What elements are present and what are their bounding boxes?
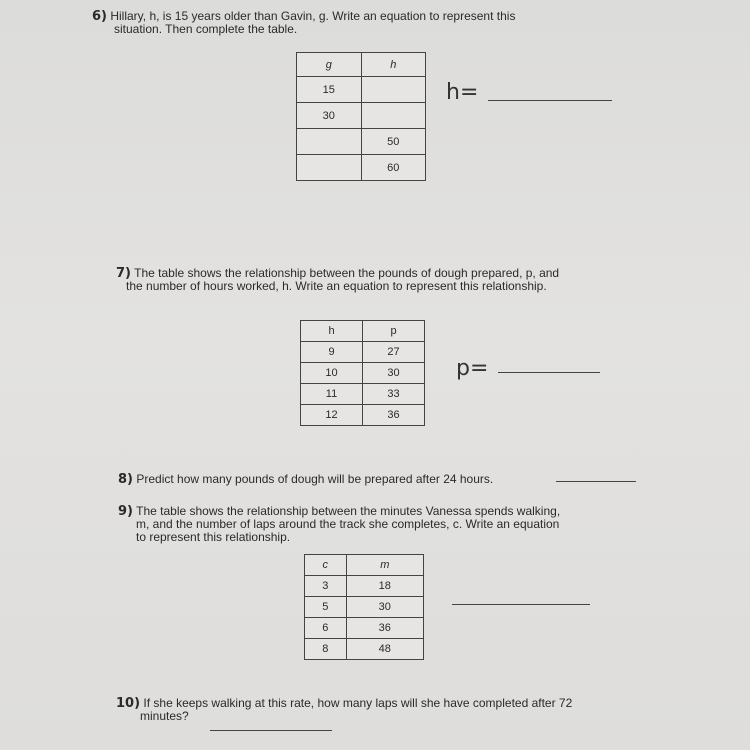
- table-cell: 30: [363, 363, 425, 384]
- table-cell: 10: [301, 363, 363, 384]
- question-8: [118, 473, 493, 486]
- question-9-text-line1: The table shows the relationship between the minutes Vanessa spends walking,: [136, 504, 561, 518]
- table-cell: 11: [301, 384, 363, 405]
- question-7-number: 7): [116, 266, 131, 281]
- table-cell[interactable]: [361, 77, 426, 103]
- question-6-answer-label: h=: [446, 80, 479, 105]
- question-7-text-line2: the number of hours worked, h. Write an equation to represent this relationship.: [126, 279, 547, 293]
- question-9-number: 9): [118, 504, 133, 519]
- question-10-text-line1: If she keeps walking at this rate, how many laps will she have completed after 72: [143, 696, 573, 710]
- question-8-number: 8): [118, 472, 133, 487]
- table-cell[interactable]: [297, 155, 362, 181]
- table-cell[interactable]: [297, 129, 362, 155]
- table-cell: 30: [346, 597, 423, 618]
- table-header: c: [305, 555, 347, 576]
- table-cell: 9: [301, 342, 363, 363]
- question-6-text-line1: Hillary, h, is 15 years older than Gavin, g. Write an equation to represent this: [110, 9, 516, 23]
- table-cell: 12: [301, 405, 363, 426]
- question-9: [118, 505, 560, 544]
- table-cell[interactable]: 30: [297, 103, 362, 129]
- table-header: h: [361, 53, 426, 77]
- question-9-text-line2: m, and the number of laps around the track she completes, c. Write an equation: [136, 517, 560, 531]
- table-cell: 3: [305, 576, 347, 597]
- question-6: [92, 10, 515, 36]
- question-8-answer-line[interactable]: [556, 481, 636, 482]
- question-7-answer-line[interactable]: [498, 372, 600, 373]
- table-header: m: [346, 555, 423, 576]
- table-cell: 6: [305, 618, 347, 639]
- question-6-answer-line[interactable]: [488, 100, 612, 101]
- question-9-table: [304, 554, 424, 660]
- question-7-text-line1: The table shows the relationship between the pounds of dough prepared, p, and: [134, 266, 560, 280]
- table-cell[interactable]: [361, 103, 426, 129]
- table-header: h: [301, 321, 363, 342]
- question-10-number: 10): [116, 696, 141, 711]
- table-cell: 33: [363, 384, 425, 405]
- question-6-number: 6): [92, 9, 107, 24]
- question-10-text-line2: minutes?: [140, 709, 189, 723]
- table-header: p: [363, 321, 425, 342]
- table-header: g: [297, 53, 362, 77]
- question-7-table: [300, 320, 425, 426]
- table-cell: 27: [363, 342, 425, 363]
- table-cell[interactable]: 15: [297, 77, 362, 103]
- question-6-text-line2: situation. Then complete the table.: [114, 22, 298, 36]
- question-7: [116, 267, 559, 293]
- question-7-answer-label: p=: [456, 356, 489, 381]
- table-cell: 5: [305, 597, 347, 618]
- table-cell[interactable]: 50: [361, 129, 426, 155]
- table-cell: 36: [346, 618, 423, 639]
- table-cell: 36: [363, 405, 425, 426]
- question-9-answer-line[interactable]: [452, 604, 590, 605]
- question-6-table: [296, 52, 426, 181]
- table-cell: 18: [346, 576, 423, 597]
- question-10: [116, 697, 572, 723]
- question-8-text: Predict how many pounds of dough will be prepared after 24 hours.: [136, 472, 494, 486]
- table-cell: 8: [305, 639, 347, 660]
- question-10-answer-line[interactable]: [210, 730, 332, 731]
- table-cell: 48: [346, 639, 423, 660]
- table-cell[interactable]: 60: [361, 155, 426, 181]
- question-9-text-line3: to represent this relationship.: [136, 530, 291, 544]
